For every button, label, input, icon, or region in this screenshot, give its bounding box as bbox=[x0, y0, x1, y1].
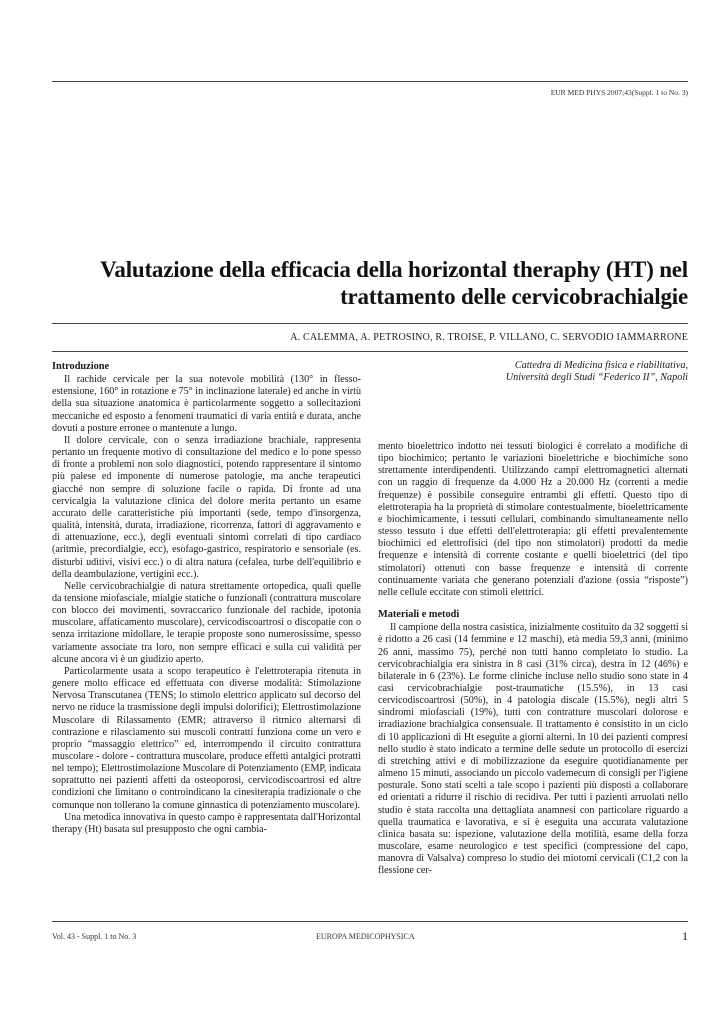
authors-rule bbox=[52, 351, 688, 352]
article-title bbox=[60, 256, 688, 310]
section-heading-materiali-e-metodi: Materiali e metodi bbox=[378, 609, 460, 621]
footer-journal: EUROPA MEDICOPHYSICA bbox=[316, 932, 415, 941]
footer-volume: Vol. 43 - Suppl. 1 to No. 3 bbox=[52, 932, 137, 941]
paragraph-continued: mento bioelettrico indotto nei tessuti biologici è correlato a modifiche di tipo biochimico; pertanto le variazioni bioelettriche e biochimiche sono strettamente interdipendenti. Utilizzando campi elettromagnetici alternati con un raggio di frequenze da 4.000 Hz a 20.000 Hz (correnti a medie frequenze) è possibile conseguire entrambi gli effetti. Questo tipo di elettroterapia ha la proprietà di stimolare contestualmente, bioelettricamente e biochimicamente, i tessuti cellulari, combinando simultaneamente nello stesso tessuto i due effetti dell'elettroterapia: gli effetti prevalentemente biochimici ed elettrofisici (del tipo non stimolatori) prodotti da medie frequenze e intensità di corrente costante e quelli bioelettrici (del tipo stimolatori) ottenuti con basse frequenze e intensità di corrente continuamente variata che generano potenziali d'azione (ossia “risposte”) nelle cellule eccitate con stimoli elettrici. bbox=[378, 441, 688, 598]
left-column bbox=[52, 361, 361, 836]
footer-rule bbox=[52, 921, 688, 922]
journal-reference: EUR MED PHYS 2007;43(Suppl. 1 to No. 3) bbox=[550, 88, 688, 97]
section-heading-introduzione: Introduzione bbox=[52, 361, 110, 372]
affiliation-line-2: Università degli Studi “Federico II”, Napoli bbox=[505, 372, 688, 383]
affiliation-line-1: Cattedra di Medicina fisica e riabilitativa, bbox=[514, 360, 688, 371]
page-number: 1 bbox=[682, 929, 688, 943]
author-list: A. CALEMMA, A. PETROSINO, R. TROISE, P. VILLANO, C. SERVODIO IAMMARRONE bbox=[290, 332, 688, 343]
title-rule bbox=[52, 323, 688, 324]
paragraph: Il dolore cervicale, con o senza irradiazione brachiale, rappresenta pertanto un frequente motivo di consultazione del medico e lo pone spesso di fronte a problemi non solo diagnostici, potendo rappresentare il sintomo più palese ed imponente di numerose patologie, ma anche terapeutici giacché non sempre di soluzione facile o rapida. Di fronte ad una cervicalgia la valutazione clinica del dolore merita pertanto un esame accurato delle caratteristiche più importanti (sede, tempo d'insorgenza, qualità, intensità, durata, irradiazione, ricorrenza, fattori di aggravamento e di attenuazione, ecc.), degli eventuali sintomi correlati di tipo cardiaco (aritmie, precordialgie, ecc), esofago-gastrico, respiratorio e sensoriale (es. disturbi uditivi, visivi ecc.) o di altra natura (cefalea, turbe dell'equilibrio e della deambulazione, vertigini ecc.). bbox=[52, 434, 361, 580]
affiliation bbox=[506, 360, 688, 384]
paragraph: Nelle cervicobrachialgie di natura strettamente ortopedica, quali quelle da tensione miofasciale, mialgie statiche o funzionali (contrattura muscolare con blocco dei movimenti, sovraccarico funzionale del rachide, ipotonia muscolare, affaticamento muscolare), cervicodiscoartrosi o discopatie con o senza irritazione midollare, le terapie proposte sono numerosissime, spesso variamente associate tra loro, non sempre efficaci e sulla cui validità per alcune ancora vi è un giudizio aperto. bbox=[52, 580, 361, 665]
paragraph: Il campione della nostra casistica, inizialmente costituito da 32 soggetti si è ridotto a 26 casi (14 femmine e 12 maschi), età media 59,3 anni, (minimo 26 anni, massimo 75), perché non tutti hanno completato lo studio. La cervicobrachialgia era sinistra in 8 casi (31% circa), destra in 12 (46%) e bilaterale in 6 (23%). Le forme cliniche incluse nello studio sono state in 4 casi cervicobrachialgie post-traumatiche (15.5%), in 13 casi cervicodiscoartrosi (50%), in 4 patologia discale (15.5%), negli altri 5 sindromi miofasciali (19%), tutti con contratture muscolari dolorose e irradiazione brachialgica consensuale. Il trattamento è consistito in un ciclo di 10 applicazioni di Ht eseguite a giorni alterni. In 10 dei pazienti compresi nello studio è stato indicato a termine delle sedute un protocollo di esercizi di stretching attivi e di mobilizzazione da eseguire quotidianamente per almeno 15 minuti, associando un piccolo vademecum di consigli per l'igiene posturale. Sono stati scelti a tale scopo i pazienti più disposti a collaborare ed orientati a ridurre il rischio di recidiva. Per tutti i pazienti arruolati nello studio è stata raccolta una dettagliata anamnesi con particolare riguardo a quella traumatica e lavorativa, e si è eseguita una accurata valutazione clinica basata su: ispezione, valutazione della motilità, esame della forza muscolare, esame neurologico e test specifici (compressione del capo, manovra di Valsalva) compreso lo studio dei miotomi cervicali (C1,2 con la flessione cer- bbox=[378, 622, 688, 877]
title-line-2: trattamento delle cervicobrachialgie bbox=[340, 284, 688, 309]
paragraph: Il rachide cervicale per la sua notevole mobilità (130° in flesso-estensione, 160° in rotazione e 75° in inclinazione laterale) ed anche in virtù della sua situazione anatomica è particolarmente soggetto a sollecitazioni meccaniche ed esposto a fenomeni traumatici di varia entità e durata, anche dovuti a posture erronee o mantenute a lungo. bbox=[52, 374, 361, 434]
title-line-1: Valutazione della efficacia della horizontal theraphy (HT) nel bbox=[100, 257, 688, 282]
paragraph: Una metodica innovativa in questo campo è rappresentata dall'Horizontal therapy (Ht) basata sul presupposto che ogni cambia- bbox=[52, 811, 361, 835]
paragraph: Particolarmente usata a scopo terapeutico è l'elettroterapia ritenuta in genere molto efficace ed effettuata con diverse modalità: Stimolazione Nervosa Transcutanea (TENS; lo stimolo elettrico applicato sul decorso del nervo ne riduce la trasmissione degli impulsi dolorifici); Elettrostimolazione Muscolare di Rilassamento (EMR; attraverso il ritmico alternarsi di contrazione e rilasciamento sui muscoli contratti funziona come un vero e proprio “massaggio elettrico” ed, interrompendo il circuito contrattura muscolare - dolore - contrattura muscolare, produce effetti antalgici protratti nel tempo); Elettrostimolazione Muscolare di Potenziamento (EMP, indicata soprattutto nei pazienti affetti da osteoporosi, cervicodiscoartrosi ed altre condizioni che limitano o controindicano la cinesiterapia tradizionale o che comunque non tollerano la comune ginnastica di potenziamento muscolare). bbox=[52, 665, 361, 811]
top-rule bbox=[52, 81, 688, 82]
right-column bbox=[378, 441, 688, 877]
